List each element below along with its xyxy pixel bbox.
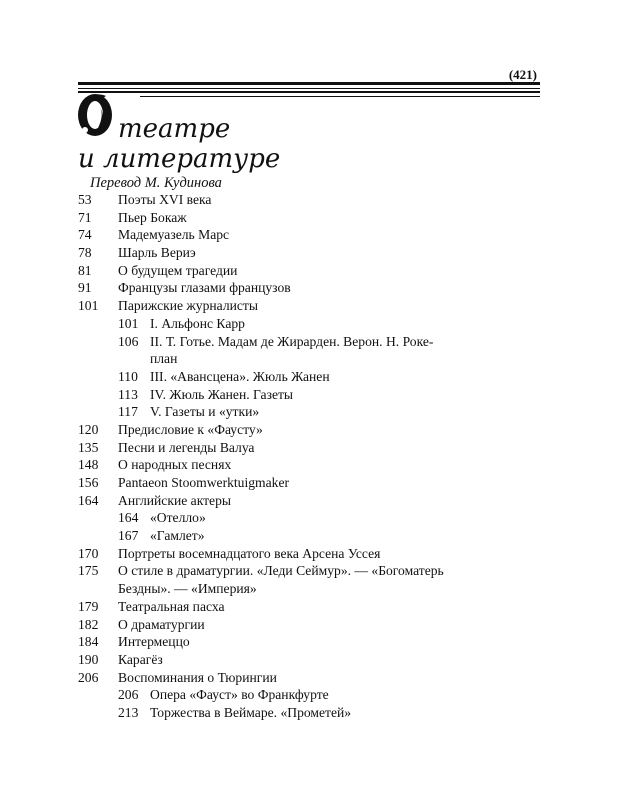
toc-subentry bbox=[78, 527, 548, 545]
toc-entry-title bbox=[118, 562, 548, 597]
header-rule bbox=[140, 96, 540, 97]
toc-subentry-page-number: 164 bbox=[118, 510, 139, 526]
toc-entry bbox=[78, 633, 548, 651]
ornamental-o-icon bbox=[76, 90, 114, 138]
toc-page-number: 184 bbox=[78, 634, 99, 650]
toc-entry-title: Воспоминания о Тюрингии bbox=[118, 669, 277, 685]
toc-entry bbox=[78, 262, 548, 280]
toc-entry-title: Мадемуазель Марс bbox=[118, 227, 230, 243]
toc-entry-title: Парижские журналисты bbox=[118, 298, 258, 314]
toc-page-number: 101 bbox=[78, 298, 99, 314]
toc-subentry bbox=[78, 368, 548, 386]
toc-page-number: 170 bbox=[78, 545, 99, 561]
toc-entry-title-continuation: Бездны». — «Империя» bbox=[118, 581, 257, 597]
toc-entry-title: О будущем трагедии bbox=[118, 262, 238, 278]
toc-entry bbox=[78, 226, 548, 244]
toc-page-number: 164 bbox=[78, 492, 99, 508]
toc-entry bbox=[78, 244, 548, 262]
toc-page-number: 156 bbox=[78, 475, 99, 491]
toc-entry-title: Пьер Бокаж bbox=[118, 209, 187, 225]
toc-entry bbox=[78, 651, 548, 669]
page-number: (421) bbox=[508, 67, 537, 82]
toc-page-number: 148 bbox=[78, 457, 99, 473]
toc-page-number: 175 bbox=[78, 563, 99, 579]
toc-entry bbox=[78, 598, 548, 616]
toc-subentry bbox=[78, 403, 548, 421]
toc-entry bbox=[78, 545, 548, 563]
toc-entry-title: О народных песнях bbox=[118, 457, 232, 473]
toc-page-number: 190 bbox=[78, 651, 99, 667]
toc-subentry-page-number: 213 bbox=[118, 704, 139, 720]
toc-page-number: 78 bbox=[78, 245, 92, 261]
toc-entry bbox=[78, 209, 548, 227]
page-title-line-2: и литературе bbox=[78, 144, 281, 174]
toc-subentry bbox=[78, 333, 548, 368]
toc-subentry-page-number: 101 bbox=[118, 315, 139, 331]
toc-entry bbox=[78, 456, 548, 474]
toc-subentry-title: I. Альфонс Карр bbox=[150, 315, 245, 331]
toc-subentry-page-number: 167 bbox=[118, 528, 139, 544]
toc-entry bbox=[78, 439, 548, 457]
toc-entry-title: Шарль Вериэ bbox=[118, 245, 196, 261]
toc-entry bbox=[78, 297, 548, 315]
header-rule bbox=[78, 91, 540, 93]
toc-subentry bbox=[78, 386, 548, 404]
toc-subentry-title bbox=[150, 333, 548, 368]
toc-entry-title: Карагёз bbox=[118, 651, 163, 667]
toc-subentry-title: «Гамлет» bbox=[150, 528, 205, 544]
toc-subentry-page-number: 117 bbox=[118, 404, 138, 420]
page-title-line-1: театре bbox=[118, 114, 231, 144]
toc-subentry-page-number: 106 bbox=[118, 333, 139, 349]
toc-page-number: 206 bbox=[78, 669, 99, 685]
toc-page-number: 74 bbox=[78, 227, 92, 243]
toc-entry-title: Театральная пасха bbox=[118, 598, 225, 614]
header-rule bbox=[78, 82, 540, 85]
toc-entry bbox=[78, 474, 548, 492]
toc-page-number: 81 bbox=[78, 262, 92, 278]
toc-subentry-page-number: 206 bbox=[118, 687, 139, 703]
toc-entry bbox=[78, 421, 548, 439]
toc-subentry-title: «Отелло» bbox=[150, 510, 206, 526]
toc-subentry-title: Опера «Фауст» во Франкфурте bbox=[150, 687, 329, 703]
toc-page-number: 135 bbox=[78, 439, 99, 455]
toc-page-number: 91 bbox=[78, 280, 92, 296]
toc-entry-title: Интермеццо bbox=[118, 634, 190, 650]
toc-page-number: 53 bbox=[78, 192, 92, 207]
toc-page-number: 182 bbox=[78, 616, 99, 632]
toc-subentry bbox=[78, 315, 548, 333]
toc-entry-title: Поэты XVI века bbox=[118, 192, 212, 207]
toc-entry-title: Pantaeon Stoomwerktuigmaker bbox=[118, 475, 290, 491]
toc-subentry-title: Торжества в Веймаре. «Прометей» bbox=[150, 704, 352, 720]
toc-subentry-title-continuation: план bbox=[150, 351, 178, 367]
toc-entry bbox=[78, 616, 548, 634]
toc-subentry bbox=[78, 509, 548, 527]
toc-subentry-title: V. Газеты и «утки» bbox=[150, 404, 260, 420]
toc-entry bbox=[78, 279, 548, 297]
toc-subentry-page-number: 113 bbox=[118, 386, 138, 402]
toc-subentry-title-line: II. Т. Готье. Мадам де Жирарден. Верон. Н. Роке- bbox=[150, 333, 434, 349]
toc-subentry bbox=[78, 686, 548, 704]
header-rule bbox=[78, 88, 540, 89]
toc-entry bbox=[78, 492, 548, 510]
toc-entry-title: Предисловие к «Фаусту» bbox=[118, 421, 263, 437]
toc-page-number: 71 bbox=[78, 209, 92, 225]
toc-subentry-page-number: 110 bbox=[118, 368, 138, 384]
toc-entry bbox=[78, 562, 548, 597]
toc-subentry-title: IV. Жюль Жанен. Газеты bbox=[150, 386, 294, 402]
toc-entry-title-line: О стиле в драматургии. «Леди Сеймур». — «Богоматерь bbox=[118, 563, 444, 579]
toc-entry-title: О драматургии bbox=[118, 616, 205, 632]
table-of-contents bbox=[78, 191, 548, 722]
toc-entry-title: Песни и легенды Валуа bbox=[118, 439, 255, 455]
toc-page-number: 120 bbox=[78, 421, 99, 437]
translator-credit: Перевод М. Кудинова bbox=[90, 175, 222, 191]
toc-subentry bbox=[78, 704, 548, 722]
toc-page-number: 179 bbox=[78, 598, 99, 614]
toc-subentry-title: III. «Авансцена». Жюль Жанен bbox=[150, 368, 330, 384]
toc-entry-title: Английские актеры bbox=[118, 492, 232, 508]
toc-entry bbox=[78, 669, 548, 687]
toc-entry bbox=[78, 191, 548, 209]
toc-entry-title: Французы глазами французов bbox=[118, 280, 291, 296]
toc-entry-title: Портреты восемнадцатого века Арсена Уссея bbox=[118, 545, 381, 561]
